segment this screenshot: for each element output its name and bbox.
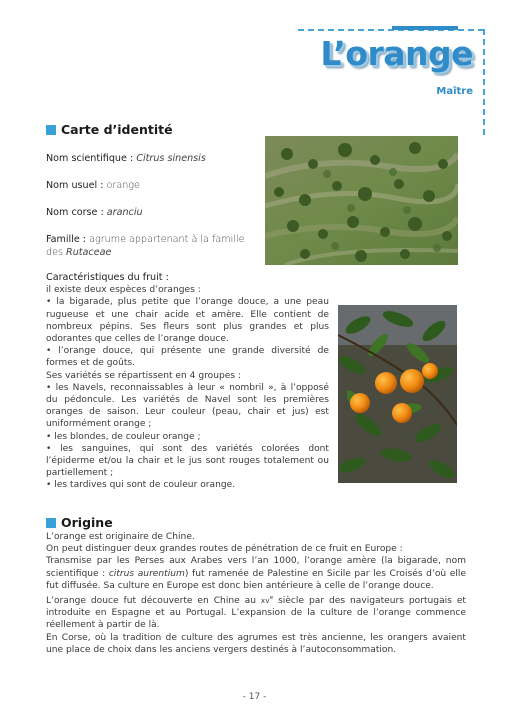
origin-p4-century-suffix: e [269, 595, 274, 602]
origin-paragraph-1: L’orange est originaire de Chine. [46, 532, 195, 542]
family-value: agrume appartenant à la famille [89, 234, 245, 245]
scientific-name-value: Citrus sinensis [136, 153, 206, 164]
corsican-name-label: Nom corse : [46, 207, 107, 218]
identity-heading-text: Carte d’identité [61, 122, 173, 137]
header-dashed-line-right [483, 29, 485, 135]
page-number: - 17 - [242, 692, 267, 702]
oranges-on-tree-image [338, 305, 457, 483]
characteristics-label: Caractéristiques du fruit : [46, 272, 169, 283]
species-item-douce: • l’orange douce, qui présente une grande diversité de formes et de goûts. [46, 346, 329, 369]
orchard-landscape-image [265, 136, 458, 265]
scientific-name-label: Nom scientifique : [46, 153, 137, 164]
family-label: Famille : [46, 234, 90, 245]
group-item-navels: • les Navels, reconnaissables à leur « nombril », à l’opposé du pédoncule. Les variétés de Navel sont les premières oranges de saison. Leur couleur (peau, chair et jus) est uniformément orange ; [46, 382, 329, 430]
family-value-prefix: des [46, 247, 67, 258]
origin-p3-start: Transmise par les Perses aux Arabes vers l’an 1000, l’orange amère (la bigarade, nom scientifique : [46, 556, 466, 579]
section-square-icon [46, 125, 56, 135]
groups-intro: Ses variétés se répartissent en 4 groupes : [46, 370, 242, 381]
species-item-bigarade: • la bigarade, plus petite que l’orange douce, a une peau rugueuse et une chair acide et amère. Elle contient de nombreux pépins. Ses fleurs sont plus grandes et plus odorantes que celles de l’orange douce. [46, 297, 329, 345]
origin-heading-text: Origine [61, 515, 113, 530]
level-label: Maître [436, 86, 473, 97]
family-field [46, 233, 261, 259]
corsican-name-field [46, 206, 143, 219]
group-item-sanguines: • les sanguines, qui sont des variétés colorées dont l’épiderme et/ou la chair et le jus sont rouges totalement ou partiellement ; [46, 443, 329, 479]
origin-block [46, 531, 466, 656]
origin-paragraph-4 [46, 592, 466, 632]
group-item-tardives: • les tardives qui sont de couleur orange. [46, 480, 236, 491]
origin-p4-end: siècle par des navigateurs portugais et introduite en Espagne et au Portugal. L’expansion de la culture de l’orange commence réellement à partir de là. [46, 596, 466, 631]
usual-name-value: orange [106, 180, 140, 191]
page-title: L’orange [320, 34, 473, 73]
header-accent-bar [392, 26, 458, 30]
scientific-name-field [46, 152, 206, 165]
identity-heading [46, 122, 173, 137]
origin-heading [46, 515, 113, 530]
origin-paragraph-2: On peut distinguer deux grandes routes de pénétration de ce fruit en Europe : [46, 544, 403, 555]
section-square-icon [46, 518, 56, 528]
characteristics-block [46, 272, 329, 492]
origin-p3-end: ) fut ramenée de Palestine en Sicile par les Croisés d’où elle fut diffusée. Sa culture en Europe est donc bien antérieure à celle de l’orange douce. [46, 568, 466, 591]
family-value-latin: Rutaceae [66, 247, 112, 258]
origin-paragraph-3 [46, 555, 466, 592]
usual-name-field [46, 179, 140, 192]
origin-p4-century: xv [260, 597, 270, 606]
origin-paragraph-5: En Corse, où la tradition de culture des agrumes est très ancienne, les orangers avaient une place de choix dans les anciens vergers destinés à l’autoconsommation. [46, 632, 466, 655]
group-item-blondes: • les blondes, de couleur orange ; [46, 431, 201, 442]
origin-p3-latin: citrus aurentium [108, 568, 185, 579]
usual-name-label: Nom usuel : [46, 180, 107, 191]
characteristics-intro: il existe deux espèces d’oranges : [46, 285, 201, 296]
corsican-name-value: aranciu [106, 207, 143, 218]
origin-p4-start: L’orange douce fut découverte en Chine au [46, 596, 261, 607]
